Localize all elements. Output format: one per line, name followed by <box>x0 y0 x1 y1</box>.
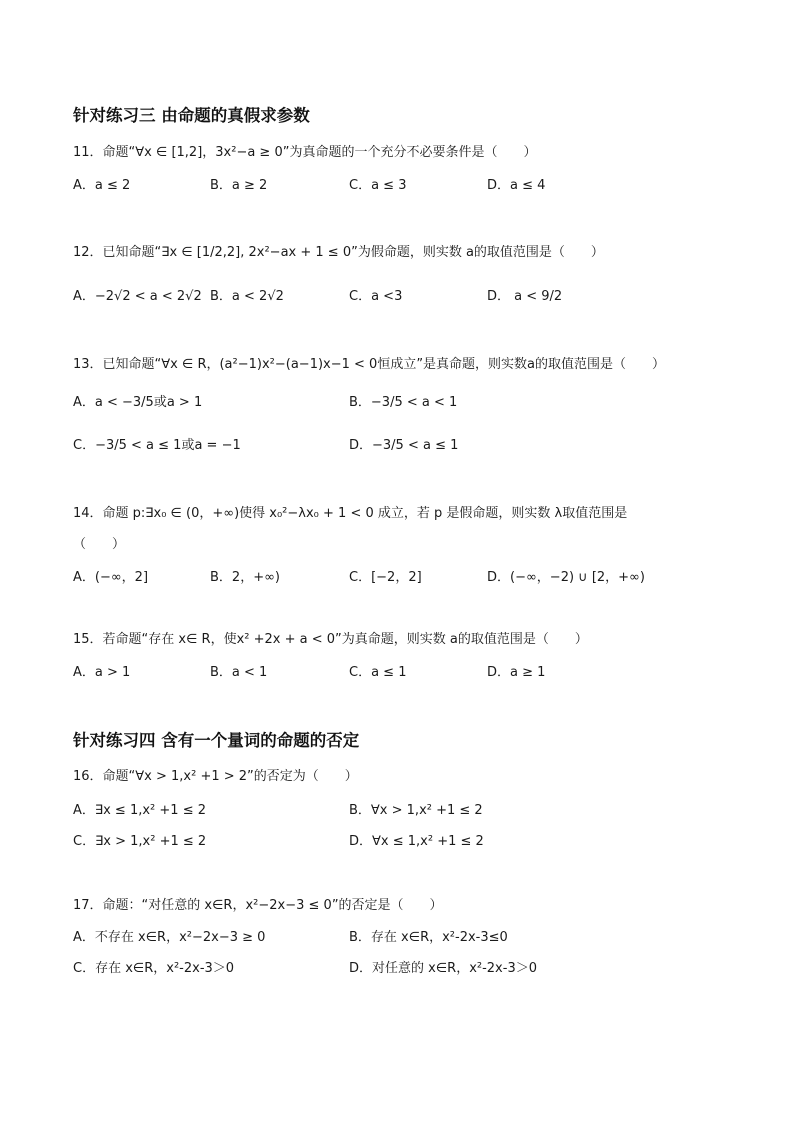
question-stem: 16．命题“∀x > 1,x² +1 > 2”的否定为（ ） <box>73 769 358 784</box>
option-d: D．对任意的 x∈R，x²-2x-3＞0 <box>349 961 537 976</box>
option-c: C．a ≤ 1 <box>349 665 407 680</box>
question-stem: 15．若命题“存在 x∈ R，使x² +2x + a < 0”为真命题，则实数 a的取值范围是（ ） <box>73 632 588 647</box>
option-c: C．[−2，2] <box>349 570 422 585</box>
option-a: A．∃x ≤ 1,x² +1 ≤ 2 <box>73 803 206 818</box>
question-stem: 14．命题 p:∃x₀ ∈ (0，+∞)使得 x₀²−λx₀ + 1 < 0 成立，若 p 是假命题，则实数 λ取值范围是 <box>73 506 628 521</box>
option-a: A．不存在 x∈R，x²−2x−3 ≥ 0 <box>73 930 266 945</box>
option-d: D．∀x ≤ 1,x² +1 ≤ 2 <box>349 834 484 849</box>
option-c: C．∃x > 1,x² +1 ≤ 2 <box>73 834 207 849</box>
question-stem: 11．命题“∀x ∈ [1,2]，3x²−a ≥ 0”为真命题的一个充分不必要条件是（ ） <box>73 145 537 160</box>
option-c: C．a ≤ 3 <box>349 178 407 193</box>
question-stem: 13．已知命题“∀x ∈ R，(a²−1)x²−(a−1)x−1 < 0恒成立”是真命题，则实数a的取值范围是（ ） <box>73 357 666 372</box>
option-c: C．存在 x∈R，x²-2x-3＞0 <box>73 961 235 976</box>
question-stem-cont: （ ） <box>73 537 126 552</box>
option-d: D．a ≥ 1 <box>487 665 546 680</box>
option-c: C．a <3 <box>349 289 403 304</box>
option-d: D．a ≤ 4 <box>487 178 546 193</box>
option-a: A．a ≤ 2 <box>73 178 131 193</box>
section-title: 针对练习三 由命题的真假求参数 <box>73 106 310 125</box>
section-title: 针对练习四 含有一个量词的命题的否定 <box>73 731 360 750</box>
question-stem: 17．命题：“对任意的 x∈R，x²−2x−3 ≤ 0”的否定是（ ） <box>73 898 443 913</box>
option-b: B．2，+∞) <box>210 570 280 585</box>
option-b: B．∀x > 1,x² +1 ≤ 2 <box>349 803 483 818</box>
option-b: B．存在 x∈R，x²-2x-3≤0 <box>349 930 508 945</box>
option-a: A．(−∞，2] <box>73 570 149 585</box>
option-b: B．a ≥ 2 <box>210 178 268 193</box>
option-d: D． a < 9/2 <box>487 289 563 304</box>
option-c: C．−3/5 < a ≤ 1或a = −1 <box>73 438 241 453</box>
option-b: B．a < 1 <box>210 665 268 680</box>
option-a: A．a < −3/5或a > 1 <box>73 395 203 410</box>
option-a: A．a > 1 <box>73 665 131 680</box>
option-a: A．−2√2 < a < 2√2 <box>73 289 202 304</box>
option-d: D．−3/5 < a ≤ 1 <box>349 438 459 453</box>
option-b: B．a < 2√2 <box>210 289 284 304</box>
question-stem: 12．已知命题“∃x ∈ [1/2,2], 2x²−ax + 1 ≤ 0”为假命题，则实数 a的取值范围是（ ） <box>73 245 604 260</box>
option-d: D．(−∞，−2) ∪ [2，+∞) <box>487 570 645 585</box>
option-b: B．−3/5 < a < 1 <box>349 395 458 410</box>
